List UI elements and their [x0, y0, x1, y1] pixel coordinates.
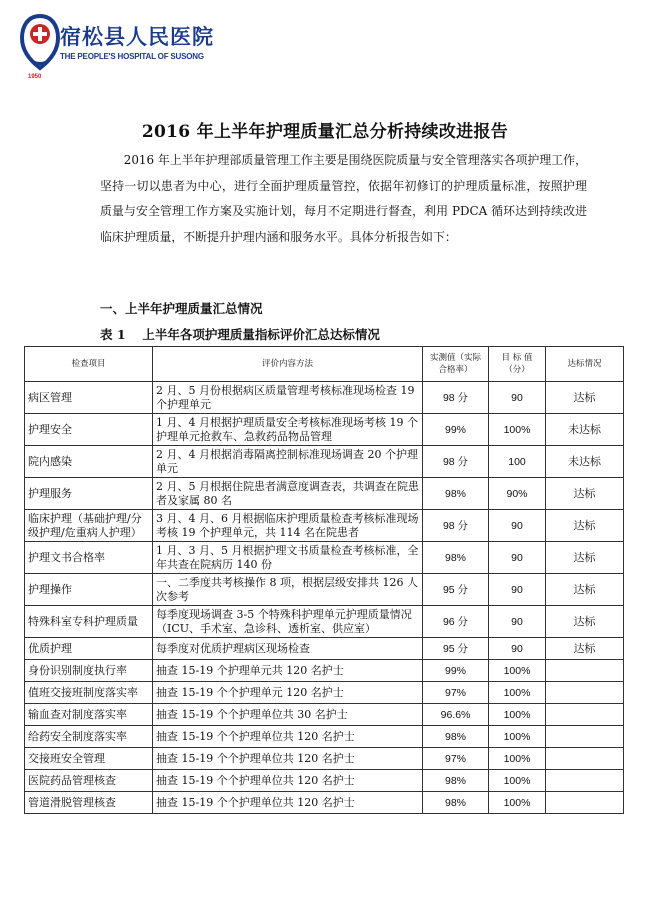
cell-status: [546, 682, 624, 704]
cell-actual: 97%: [423, 682, 489, 704]
table-row: [25, 574, 624, 606]
cell-target: 100%: [489, 660, 546, 682]
header-item: 检查项目: [25, 347, 153, 382]
cell-item: 病区管理: [25, 382, 153, 414]
cell-item: 管道滑脱管理核查: [25, 792, 153, 814]
cell-status: 达标: [546, 574, 624, 606]
cell-target: 90: [489, 510, 546, 542]
cell-target: 100%: [489, 682, 546, 704]
table-row: [25, 606, 624, 638]
cell-target: 90: [489, 382, 546, 414]
table-row: [25, 682, 624, 704]
cell-status: 达标: [546, 606, 624, 638]
cell-status: [546, 660, 624, 682]
cell-status: [546, 770, 624, 792]
cell-actual: 95 分: [423, 574, 489, 606]
cell-content: 抽查 15-19 个个护理单位共 120 名护士: [153, 792, 423, 814]
section-heading: 一、上半年护理质量汇总情况: [100, 301, 263, 316]
cell-item: 院内感染: [25, 446, 153, 478]
cell-item: 护理操作: [25, 574, 153, 606]
cell-target: 100%: [489, 748, 546, 770]
table-row: [25, 726, 624, 748]
table-row: [25, 414, 624, 446]
cell-content: 抽查 15-19 个个护理单位共 120 名护士: [153, 726, 423, 748]
cell-item: 优质护理: [25, 638, 153, 660]
cell-content: 一、二季度共考核操作 8 项，根据层级安排共 126 人次参考: [153, 574, 423, 606]
cell-content: 抽查 15-19 个个护理单位共 120 名护士: [153, 770, 423, 792]
cell-target: 100%: [489, 770, 546, 792]
table-row: [25, 770, 624, 792]
cell-content: 抽查 15-19 个护理单元共 120 名护士: [153, 660, 423, 682]
cell-content: 每季度现场调查 3-5 个特殊科护理单元护理质量情况（ICU、手术室、急诊科、透析室、供应室）: [153, 606, 423, 638]
cell-content: 3 月、4 月、6 月根据临床护理质量检查考核标准现场考核 19 个护理单元，共 114 名在院患者: [153, 510, 423, 542]
cell-actual: 96 分: [423, 606, 489, 638]
cell-actual: 98 分: [423, 510, 489, 542]
cell-actual: 98%: [423, 726, 489, 748]
header-content: 评价内容方法: [153, 347, 423, 382]
header-actual: 实测值（实际合格率）: [423, 347, 489, 382]
cell-item: 交接班安全管理: [25, 748, 153, 770]
cell-item: 临床护理（基础护理/分级护理/危重病人护理）: [25, 510, 153, 542]
table-body: [25, 382, 624, 814]
intro-text: 2016 年上半年护理部质量管理工作主要是围绕医院质量与安全管理落实各项护理工作，坚持一切以患者为中心，进行全面护理质量管控，依据年初修订的护理质量标准，按照护理质量与安全管理工作方案及实施计划，每月不定期进行督查，利用 PDCA 循环达到持续改进临床护理质量，不断提升护理内涵和服务水平。具体分析报告如下：: [100, 153, 587, 244]
cell-status: [546, 792, 624, 814]
cell-content: 1 月、4 月根据护理质量安全考核标准现场考核 19 个护理单元抢救车、急救药品物品管理: [153, 414, 423, 446]
table-caption: 表 1 上半年各项护理质量指标评价汇总达标情况: [100, 327, 380, 342]
cell-actual: 98%: [423, 542, 489, 574]
cell-status: [546, 704, 624, 726]
cell-status: 达标: [546, 638, 624, 660]
cell-actual: 98 分: [423, 382, 489, 414]
header-status: 达标情况: [546, 347, 624, 382]
cell-item: 输血查对制度落实率: [25, 704, 153, 726]
cell-actual: 99%: [423, 414, 489, 446]
cell-actual: 96.6%: [423, 704, 489, 726]
cell-target: 100%: [489, 792, 546, 814]
hospital-name-en: THE PEOPLE'S HOSPITAL OF SUSONG: [60, 52, 204, 61]
cell-status: 达标: [546, 478, 624, 510]
cell-actual: 99%: [423, 660, 489, 682]
table-row: [25, 542, 624, 574]
cell-target: 90: [489, 574, 546, 606]
cell-content: 抽查 15-19 个个护理单元 120 名护士: [153, 682, 423, 704]
table-row: [25, 446, 624, 478]
cell-actual: 98%: [423, 478, 489, 510]
cell-actual: 98%: [423, 770, 489, 792]
cell-status: [546, 748, 624, 770]
cell-content: 2 月、4 月根据消毒隔离控制标准现场调查 20 个护理单元: [153, 446, 423, 478]
cell-content: 抽查 15-19 个个护理单位共 30 名护士: [153, 704, 423, 726]
hospital-logo: [18, 12, 218, 88]
hospital-name-cn: 宿松县人民医院: [60, 25, 214, 49]
cell-status: 达标: [546, 382, 624, 414]
table-row: [25, 382, 624, 414]
cell-status: 未达标: [546, 446, 624, 478]
table-row: [25, 638, 624, 660]
cell-actual: 98 分: [423, 446, 489, 478]
cell-target: 90: [489, 606, 546, 638]
cell-item: 给药安全制度落实率: [25, 726, 153, 748]
cell-item: 医院药品管理核查: [25, 770, 153, 792]
cell-target: 100: [489, 446, 546, 478]
table-row: [25, 704, 624, 726]
cell-target: 100%: [489, 726, 546, 748]
intro-paragraph: [100, 148, 587, 250]
cell-target: 90: [489, 638, 546, 660]
cell-status: 未达标: [546, 414, 624, 446]
quality-summary-table: [24, 346, 624, 814]
cell-actual: 97%: [423, 748, 489, 770]
cell-content: 2 月、5 月根据住院患者满意度调查表，共调查在院患者及家属 80 名: [153, 478, 423, 510]
cell-target: 90%: [489, 478, 546, 510]
cell-target: 90: [489, 542, 546, 574]
table-row: [25, 510, 624, 542]
document-title: 2016 年上半年护理质量汇总分析持续改进报告: [141, 122, 509, 142]
table-row: [25, 478, 624, 510]
cell-status: 达标: [546, 510, 624, 542]
cell-status: 达标: [546, 542, 624, 574]
cell-content: 1 月、3 月、5 月根据护理文书质量检查考核标准，全年共查在院病历 140 份: [153, 542, 423, 574]
table-header-row: [25, 347, 624, 382]
cell-content: 每季度对优质护理病区现场检查: [153, 638, 423, 660]
table-row: [25, 660, 624, 682]
cell-item: 护理文书合格率: [25, 542, 153, 574]
cell-target: 100%: [489, 704, 546, 726]
cell-target: 100%: [489, 414, 546, 446]
table-row: [25, 748, 624, 770]
cell-item: 值班交接班制度落实率: [25, 682, 153, 704]
cell-item: 护理安全: [25, 414, 153, 446]
cell-item: 特殊科室专科护理质量: [25, 606, 153, 638]
header-target: 目 标 值（分）: [489, 347, 546, 382]
logo-year: 1950: [28, 74, 42, 80]
cell-item: 身份识别制度执行率: [25, 660, 153, 682]
table-row: [25, 792, 624, 814]
cell-actual: 95 分: [423, 638, 489, 660]
cell-content: 2 月、5 月份根据病区质量管理考核标准现场检查 19 个护理单元: [153, 382, 423, 414]
cell-item: 护理服务: [25, 478, 153, 510]
cell-actual: 98%: [423, 792, 489, 814]
cell-status: [546, 726, 624, 748]
cell-content: 抽查 15-19 个个护理单位共 120 名护士: [153, 748, 423, 770]
hospital-emblem-icon: [18, 12, 62, 78]
